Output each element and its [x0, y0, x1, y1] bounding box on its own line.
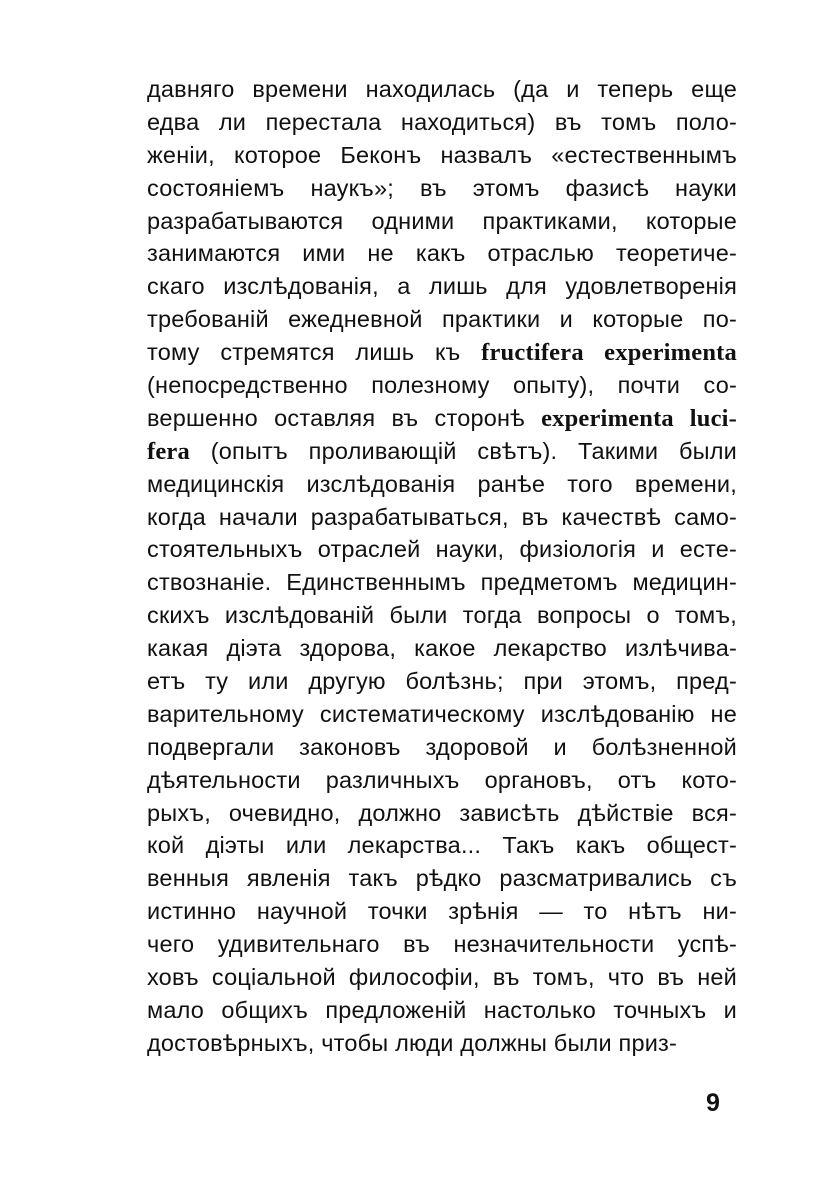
- text-line-23: рыхъ, очевидно, должно зависѣть дѣйствіе вся-: [147, 799, 737, 826]
- text-line-8: требованій ежедневной практики и которые по-: [147, 306, 737, 333]
- text-line-12-cyrillic: (опытъ проливающій свѣтъ). Такими были: [210, 437, 737, 464]
- text-line-29: мало общихъ предложеній настолько точныхъ и: [147, 996, 737, 1023]
- text-line-18: какая діэта здорова, какое лекарство излѣчива-: [147, 635, 737, 662]
- text-line-25: венныя явленія такъ рѣдко разсматривались съ: [147, 865, 737, 892]
- latin-lucifera-end: fera: [147, 437, 190, 465]
- text-line-6: занимаются ими не какъ отраслью теоретиче-: [147, 240, 737, 267]
- text-line-15: стоятельныхъ отраслей науки, физіологія и есте-: [147, 536, 737, 563]
- text-line-24: кой діэты или лекарства... Такъ какъ общест-: [147, 832, 737, 859]
- text-line-14: когда начали разрабатываться, въ качествѣ само-: [147, 503, 737, 530]
- text-line-1: давняго времени находилась (да и теперь еще: [147, 76, 737, 102]
- text-line-9-cyrillic: тому стремятся лишь къ: [147, 339, 461, 366]
- text-line-4: состояніемъ наукъ»; въ этомъ фазисѣ науки: [147, 174, 737, 201]
- text-line-11-cyrillic: вершенно оставляя въ сторонѣ: [147, 404, 525, 431]
- text-line-28: ховъ соціальной философіи, въ томъ, что въ ней: [147, 964, 737, 991]
- text-line-19: етъ ту или другую болѣзнь; при этомъ, пред-: [147, 668, 737, 695]
- latin-lucifera-start: experimenta luci-: [541, 404, 738, 432]
- text-line-5: разрабатываются одними практиками, которые: [147, 207, 737, 234]
- text-line-16: ствознаніе. Единственнымъ предметомъ медицин-: [147, 569, 737, 596]
- text-line-17: скихъ изслѣдованій были тогда вопросы о томъ,: [147, 602, 737, 629]
- text-line-11: [147, 402, 737, 435]
- text-line-13: медицинскія изслѣдованія ранѣе того времени,: [147, 470, 737, 497]
- text-line-2: едва ли перестала находиться) въ томъ поло-: [147, 108, 737, 135]
- latin-fructifera: fructifera experimenta: [481, 339, 737, 367]
- body-text: [147, 73, 737, 1060]
- text-line-20: варительному систематическому изслѣдованію не: [147, 700, 737, 727]
- text-line-30: достовѣрныхъ, чтобы люди должны были приз-: [147, 1029, 678, 1056]
- text-line-9: [147, 336, 737, 369]
- text-line-27: чего удивительнаго въ незначительности успѣ-: [147, 931, 737, 958]
- text-line-10: (непосредственно полезному опыту), почти со-: [147, 372, 737, 399]
- text-line-21: подвергали законовъ здоровой и болѣзненной: [147, 733, 737, 760]
- text-line-12: [147, 435, 737, 468]
- page-number: 9: [706, 1089, 720, 1117]
- text-line-26: истинно научной точки зрѣнія — то нѣтъ ни-: [147, 898, 737, 925]
- text-line-22: дѣятельности различныхъ органовъ, отъ кото-: [147, 766, 737, 793]
- text-line-7: скаго изслѣдованія, а лишь для удовлетворенія: [147, 273, 737, 300]
- text-line-3: женіи, которое Беконъ назвалъ «естественнымъ: [147, 141, 737, 168]
